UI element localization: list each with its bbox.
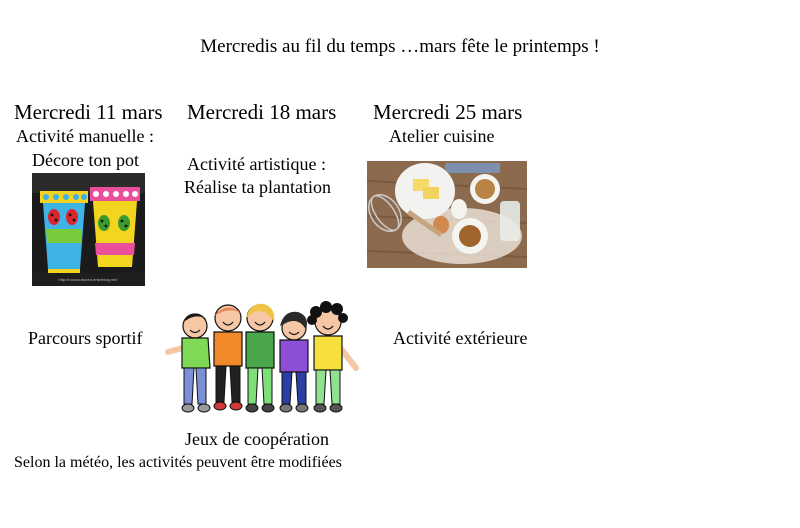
activity-type-label: Atelier cuisine (389, 126, 495, 146)
children-group-illustration (160, 300, 360, 418)
date-heading-25-mars: Mercredi 25 mars (373, 100, 523, 124)
baking-ingredients-photo (367, 161, 527, 268)
activity-cooperation-label: Jeux de coopération (185, 429, 329, 449)
painted-pots-photo (32, 173, 145, 286)
activity-name-label: Réalise ta plantation (184, 177, 331, 197)
weather-note: Selon la météo, les activités peuvent être modifiées (14, 454, 342, 471)
date-heading-18-mars: Mercredi 18 mars (187, 100, 337, 124)
activity-sport-label: Parcours sportif (28, 328, 143, 348)
activity-name-label: Décore ton pot (32, 150, 139, 170)
activity-type-label: Activité manuelle : (16, 126, 154, 146)
activity-type-label: Activité artistique : (187, 154, 326, 174)
date-heading-11-mars: Mercredi 11 mars (14, 100, 163, 124)
photo-credit-caption: http://nounoubored.enterblog.net/ (58, 277, 118, 282)
page-title: Mercredis au fil du temps …mars fête le printemps ! (200, 36, 600, 57)
activity-outdoor-label: Activité extérieure (393, 328, 528, 348)
